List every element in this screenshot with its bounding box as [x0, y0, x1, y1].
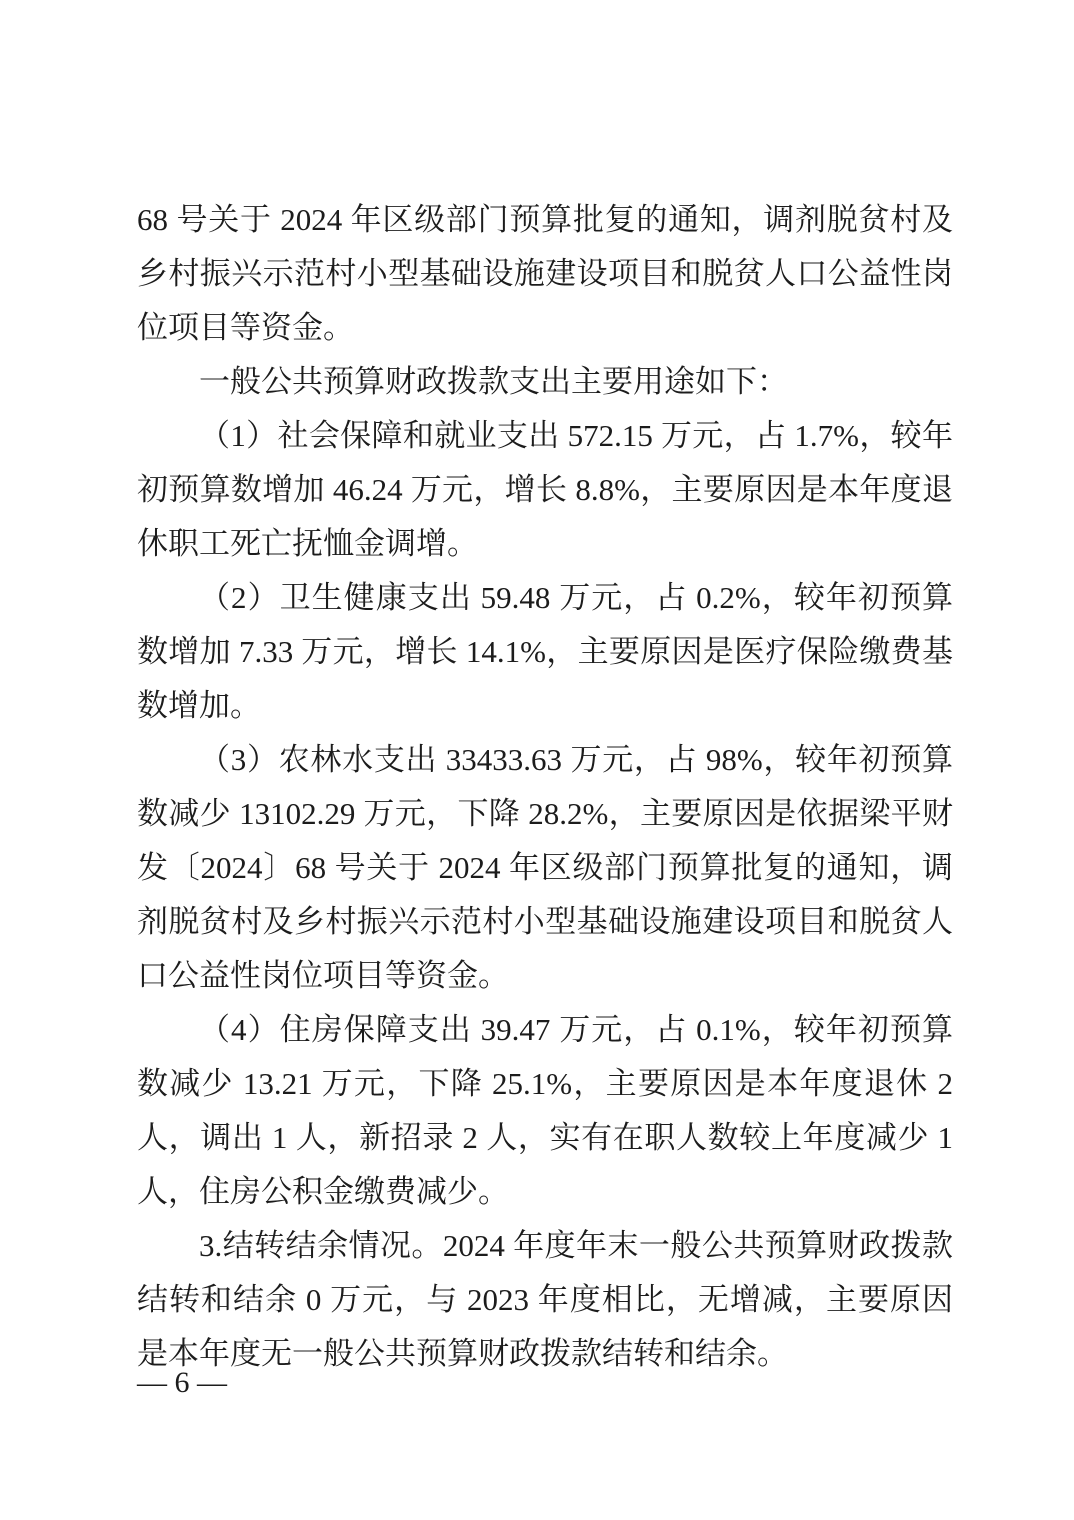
paragraph-item-3: （3）农林水支出 33433.63 万元，占 98%，较年初预算数减少 13102.29 万元，下降 28.2%，主要原因是依据梁平财发〔2024〕68 号关于 2024 年区级部门预算批复的通知，调剂脱贫村及乡村振兴示范村小型基础设施建设项目和脱贫人口公益性岗位项目等资金。: [137, 742, 953, 993]
page-number: — 6 —: [137, 1366, 227, 1399]
document-body: [137, 193, 953, 1381]
paragraph-continuation: 68 号关于 2024 年区级部门预算批复的通知，调剂脱贫村及乡村振兴示范村小型基础设施建设项目和脱贫人口公益性岗位项目等资金。: [137, 202, 953, 345]
paragraph-item-2: （2）卫生健康支出 59.48 万元，占 0.2%，较年初预算数增加 7.33 万元，增长 14.1%，主要原因是医疗保险缴费基数增加。: [137, 580, 953, 723]
paragraph-item-1: （1）社会保障和就业支出 572.15 万元，占 1.7%，较年初预算数增加 46.24 万元，增长 8.8%，主要原因是本年度退休职工死亡抚恤金调增。: [137, 418, 953, 561]
paragraph-item-4: （4）住房保障支出 39.47 万元，占 0.1%，较年初预算数减少 13.21 万元，下降 25.1%，主要原因是本年度退休 2 人，调出 1 人，新招录 2 人，实有在职人数较上年度减少 1 人，住房公积金缴费减少。: [137, 1012, 953, 1209]
paragraph-carryover: 3.结转结余情况。2024 年度年末一般公共预算财政拨款结转和结余 0 万元，与 2023 年度相比，无增减，主要原因是本年度无一般公共预算财政拨款结转和结余。: [137, 1228, 953, 1371]
paragraph-intro: 一般公共预算财政拨款支出主要用途如下：: [199, 364, 788, 399]
